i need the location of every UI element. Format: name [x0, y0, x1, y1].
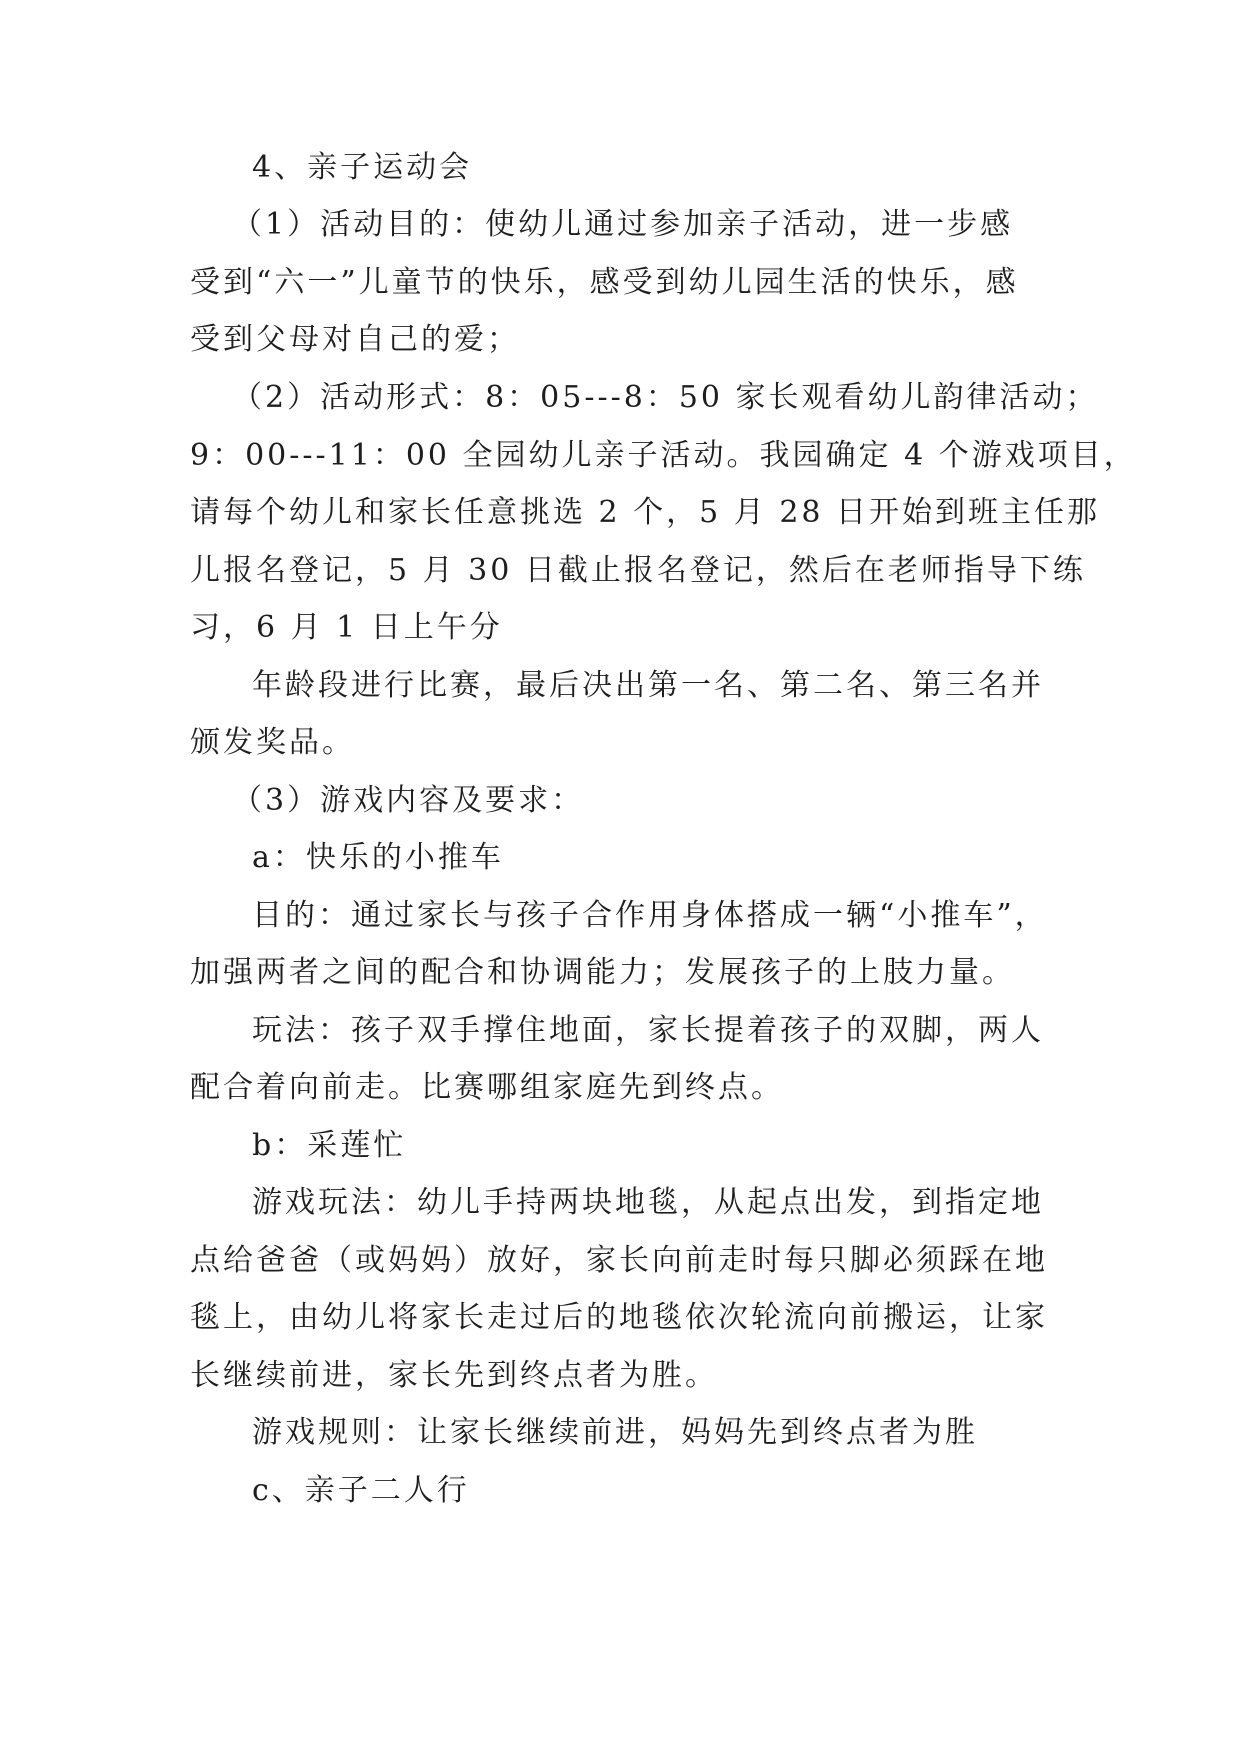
paragraph-line: 年龄段进行比赛，最后决出第一名、第二名、第三名并: [252, 668, 1044, 703]
paragraph-line: （1）活动目的：使幼儿通过参加亲子活动，进一步感: [232, 207, 1014, 242]
paragraph-line: 习，6 月 1 日上午分: [190, 610, 503, 645]
paragraph-line: 9：00---11：00 全园幼儿亲子活动。我园确定 4 个游戏项目，: [190, 438, 1137, 473]
paragraph-line: 玩法：孩子双手撑住地面，家长提着孩子的双脚，两人: [252, 1013, 1044, 1048]
paragraph-line: （2）活动形式：8：05---8：50 家长观看幼儿韵律活动；: [232, 380, 1099, 415]
paragraph-line: 儿报名登记，5 月 30 日截止报名登记，然后在老师指导下练: [190, 553, 1086, 588]
paragraph-line: 受到父母对自己的爱；: [190, 322, 520, 357]
paragraph-line: 目的：通过家长与孩子合作用身体搭成一辆“小推车”，: [252, 898, 1048, 933]
paragraph-line: 游戏玩法：幼儿手持两块地毯，从起点出发，到指定地: [252, 1185, 1044, 1220]
paragraph-line: 毯上，由幼儿将家长走过后的地毯依次轮流向前搬运，让家: [190, 1300, 1048, 1335]
subsection-heading: （3）游戏内容及要求：: [232, 783, 585, 818]
game-title: a：快乐的小推车: [252, 840, 504, 875]
paragraph-line: 请每个幼儿和家长任意挑选 2 个，5 月 28 日开始到班主任那: [190, 495, 1101, 530]
paragraph-line: 颁发奖品。: [190, 725, 355, 760]
game-title: c、亲子二人行: [252, 1473, 470, 1508]
paragraph-line: 游戏规则：让家长继续前进，妈妈先到终点者为胜: [252, 1415, 978, 1450]
game-title: b：采莲忙: [252, 1128, 407, 1163]
section-heading: 4、亲子运动会: [252, 150, 473, 185]
paragraph-line: 长继续前进，家长先到终点者为胜。: [190, 1358, 718, 1393]
paragraph-line: 受到“六一”儿童节的快乐，感受到幼儿园生活的快乐，感: [190, 265, 1019, 300]
paragraph-line: 配合着向前走。比赛哪组家庭先到终点。: [190, 1070, 784, 1105]
paragraph-line: 加强两者之间的配合和协调能力；发展孩子的上肢力量。: [190, 955, 1015, 990]
paragraph-line: 点给爸爸（或妈妈）放好，家长向前走时每只脚必须踩在地: [190, 1243, 1048, 1278]
